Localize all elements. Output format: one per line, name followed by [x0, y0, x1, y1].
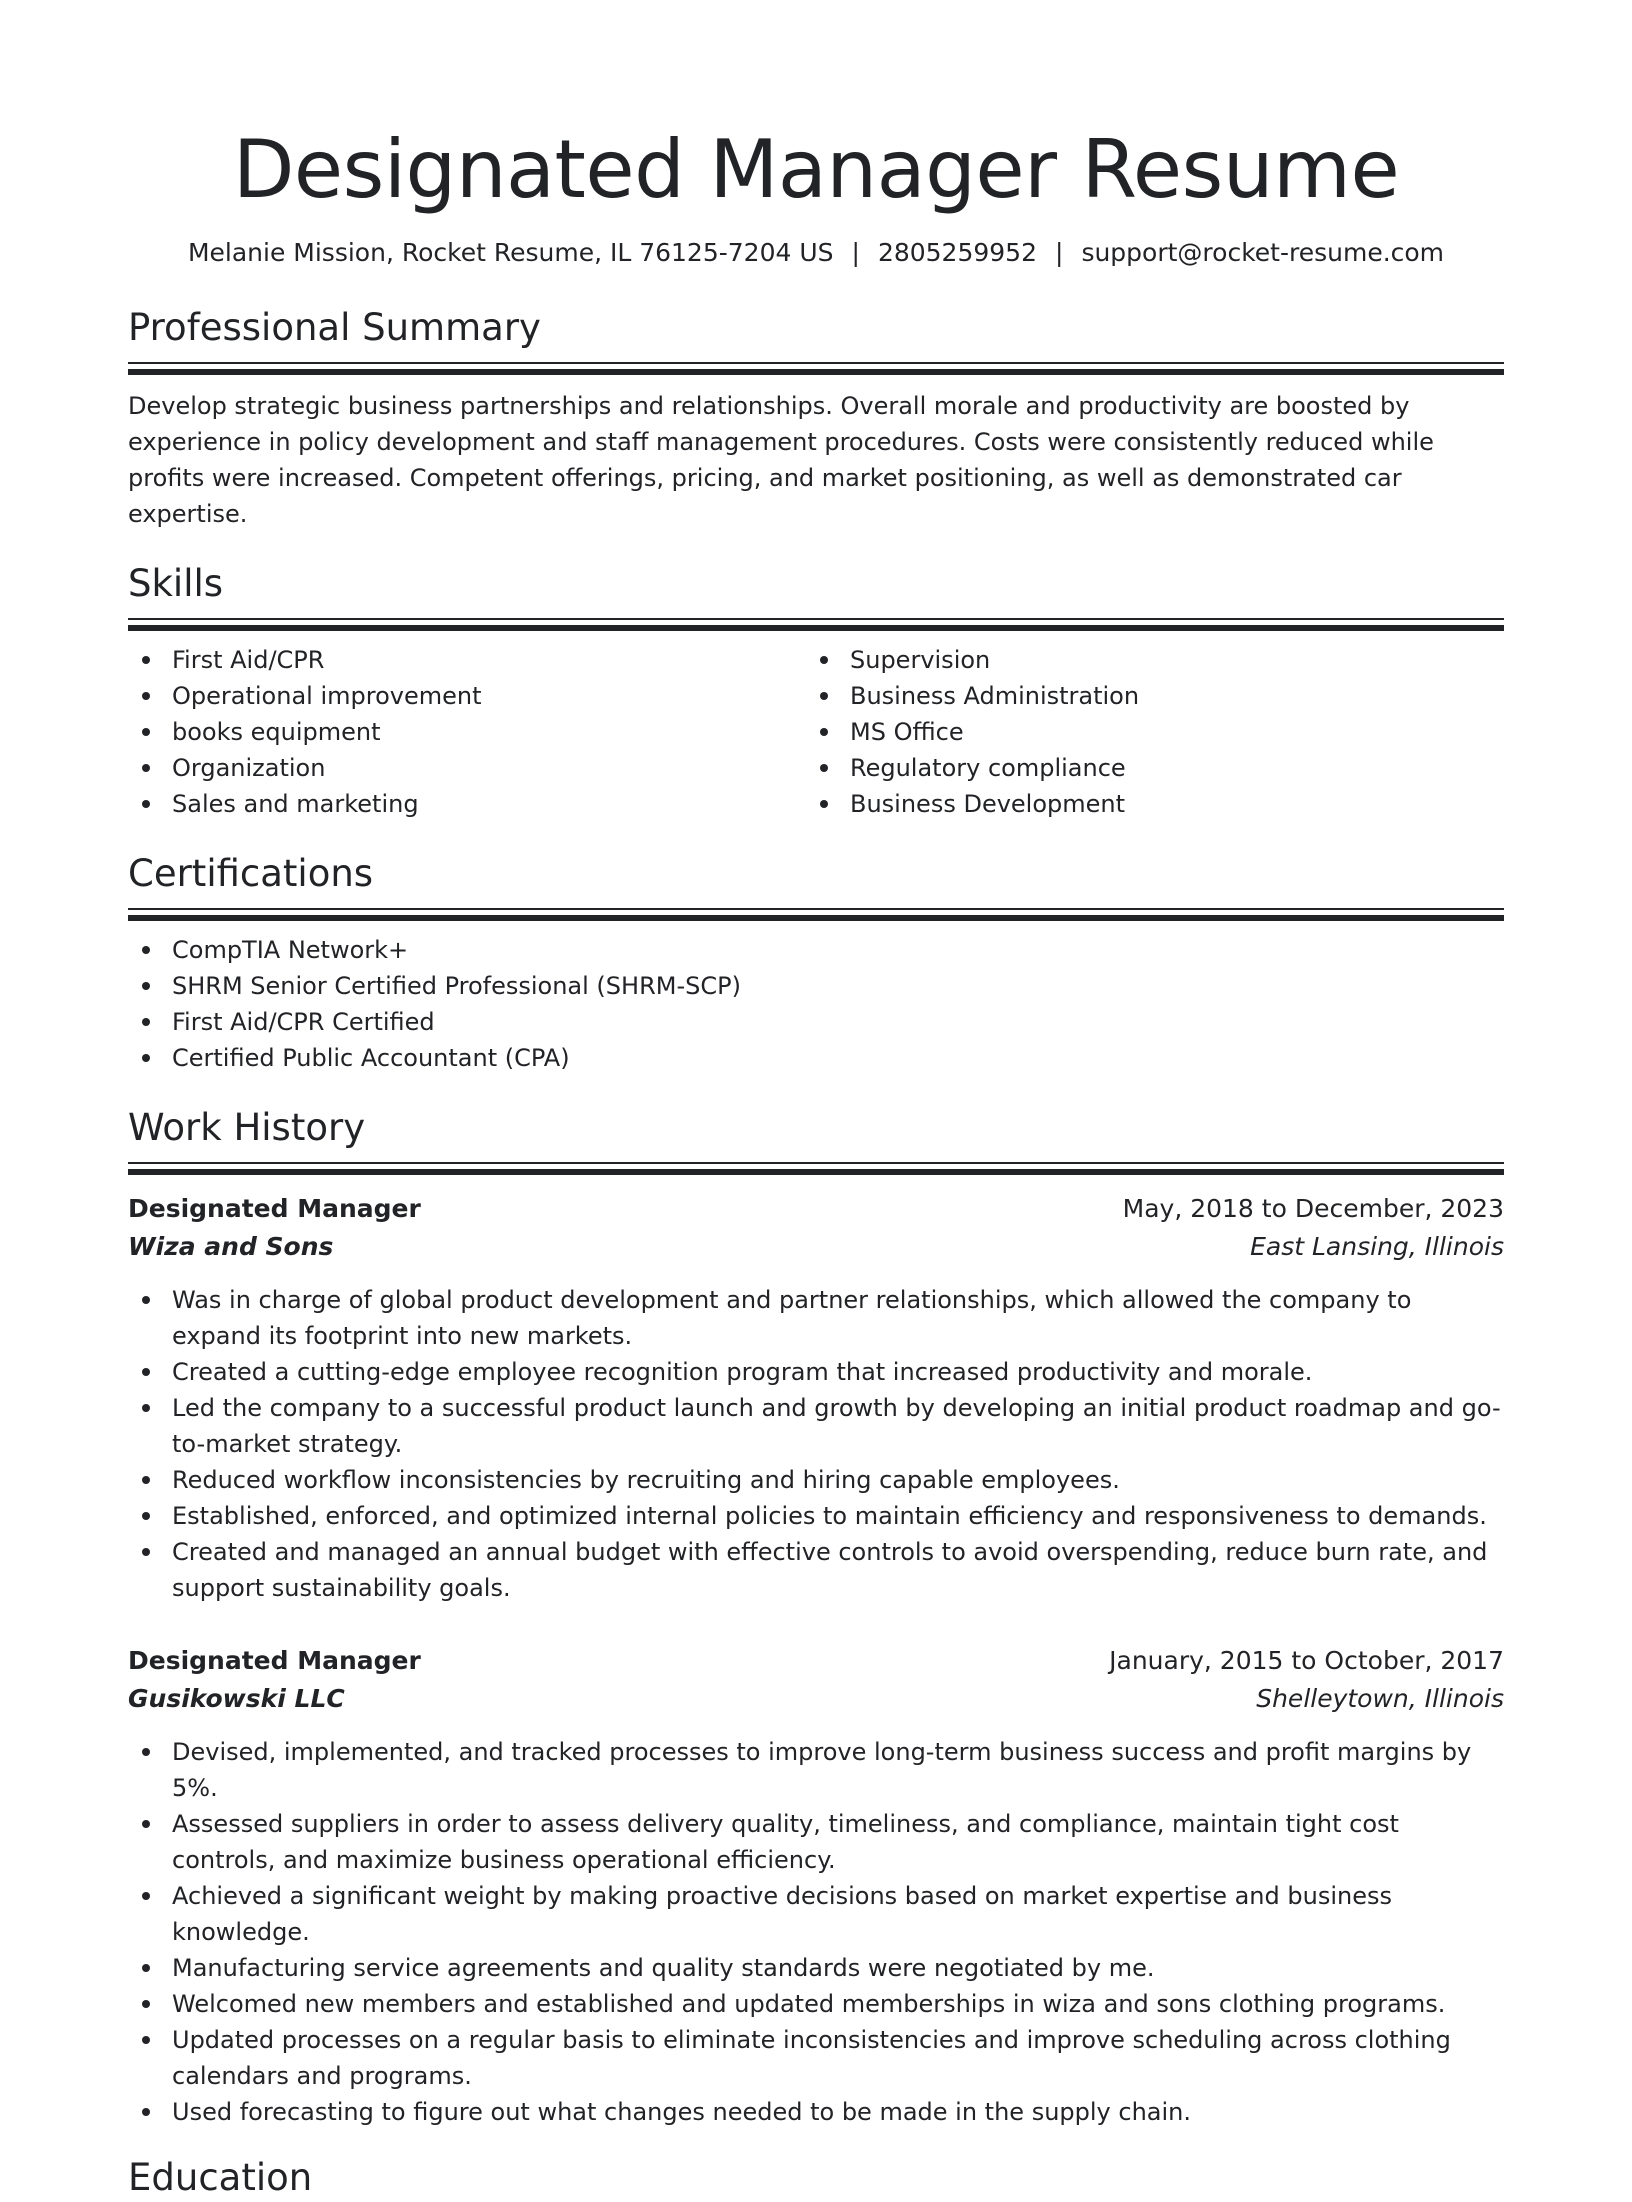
- list-item: Was in charge of global product development and partner relationships, which allowed the company to expand its footprint into new markets.: [128, 1282, 1504, 1354]
- list-item: Supervision: [806, 642, 1484, 678]
- job-location: Shelleytown, Illinois: [1256, 1684, 1504, 1713]
- job-entry: [128, 1642, 1504, 2130]
- list-item: Operational improvement: [128, 678, 806, 714]
- job-subheader: [128, 1228, 1504, 1266]
- list-item: Reduced workflow inconsistencies by recruiting and hiring capable employees.: [128, 1462, 1504, 1498]
- list-item: books equipment: [128, 714, 806, 750]
- section-divider: [128, 908, 1504, 920]
- section-heading: Education: [128, 2156, 313, 2199]
- skills-grid: [128, 642, 1504, 822]
- list-item: Regulatory compliance: [806, 750, 1484, 786]
- contact-email: support@rocket-resume.com: [1081, 238, 1445, 267]
- job-dates: January, 2015 to October, 2017: [1109, 1646, 1504, 1675]
- section-heading: Professional Summary: [128, 306, 541, 349]
- section-divider: [128, 362, 1504, 374]
- education-section: [128, 2154, 1504, 2202]
- job-entry: [128, 1190, 1504, 1606]
- job-dates: May, 2018 to December, 2023: [1122, 1194, 1504, 1223]
- list-item: First Aid/CPR Certified: [128, 1004, 1504, 1040]
- list-item: First Aid/CPR: [128, 642, 806, 678]
- job-company: Wiza and Sons: [128, 1232, 334, 1261]
- job-title: Designated Manager: [128, 1646, 421, 1675]
- list-item: Organization: [128, 750, 806, 786]
- job-subheader: [128, 1680, 1504, 1718]
- document-title: Designated Manager Resume: [232, 123, 1400, 216]
- list-item: SHRM Senior Certified Professional (SHRM-SCP): [128, 968, 1504, 1004]
- job-bullets: [128, 1734, 1504, 2130]
- contact-phone: 2805259952: [877, 238, 1037, 267]
- job-location: East Lansing, Illinois: [1250, 1232, 1504, 1261]
- job-header: [128, 1642, 1504, 1680]
- list-item: Manufacturing service agreements and quality standards were negotiated by me.: [128, 1950, 1504, 1986]
- summary-section: [128, 304, 1504, 532]
- list-item: MS Office: [806, 714, 1484, 750]
- resume-page: [128, 0, 1504, 2202]
- list-item: Assessed suppliers in order to assess delivery quality, timeliness, and compliance, maintain tight cost controls, and maximize business operational efficiency.: [128, 1806, 1504, 1878]
- section-divider: [128, 618, 1504, 630]
- list-item: Welcomed new members and established and updated memberships in wiza and sons clothing programs.: [128, 1986, 1504, 2022]
- list-item: Business Administration: [806, 678, 1484, 714]
- section-heading: Skills: [128, 562, 224, 605]
- summary-text: Develop strategic business partnerships and relationships. Overall morale and productivity are boosted by experience in policy development and staff management procedures. Costs were consistently reduced while profits were increased. Competent offerings, pricing, and market positioning, as well as demonstrated car expertise.: [128, 392, 1434, 528]
- skills-column-left: [128, 642, 806, 822]
- section-heading: Work History: [128, 1106, 366, 1149]
- certifications-section: [128, 850, 1504, 1076]
- list-item: Used forecasting to figure out what changes needed to be made in the supply chain.: [128, 2094, 1504, 2130]
- contact-address: Melanie Mission, Rocket Resume, IL 76125-7204 US: [187, 238, 834, 267]
- list-item: Created and managed an annual budget with effective controls to avoid overspending, reduce burn rate, and support sustainability goals.: [128, 1534, 1504, 1606]
- list-item: Created a cutting-edge employee recognition program that increased productivity and morale.: [128, 1354, 1504, 1390]
- skills-column-right: [806, 642, 1484, 822]
- contact-separator: |: [851, 238, 860, 267]
- list-item: CompTIA Network+: [128, 932, 1504, 968]
- contact-separator: |: [1055, 238, 1064, 267]
- job-bullets: [128, 1282, 1504, 1606]
- work-history-section: [128, 1104, 1504, 2130]
- contact-line: [128, 236, 1504, 270]
- section-heading: Certifications: [128, 852, 374, 895]
- list-item: Established, enforced, and optimized internal policies to maintain efficiency and responsiveness to demands.: [128, 1498, 1504, 1534]
- list-item: Devised, implemented, and tracked processes to improve long-term business success and profit margins by 5%.: [128, 1734, 1504, 1806]
- job-company: Gusikowski LLC: [128, 1684, 345, 1713]
- list-item: Certified Public Accountant (CPA): [128, 1040, 1504, 1076]
- job-title: Designated Manager: [128, 1194, 421, 1223]
- list-item: Updated processes on a regular basis to eliminate inconsistencies and improve scheduling across clothing calendars and programs.: [128, 2022, 1504, 2094]
- certifications-list: [128, 932, 1504, 1076]
- list-item: Led the company to a successful product launch and growth by developing an initial product roadmap and go-to-market strategy.: [128, 1390, 1504, 1462]
- list-item: Achieved a significant weight by making proactive decisions based on market expertise and business knowledge.: [128, 1878, 1504, 1950]
- list-item: Business Development: [806, 786, 1484, 822]
- section-divider: [128, 1162, 1504, 1174]
- list-item: Sales and marketing: [128, 786, 806, 822]
- job-header: [128, 1190, 1504, 1228]
- skills-section: [128, 560, 1504, 822]
